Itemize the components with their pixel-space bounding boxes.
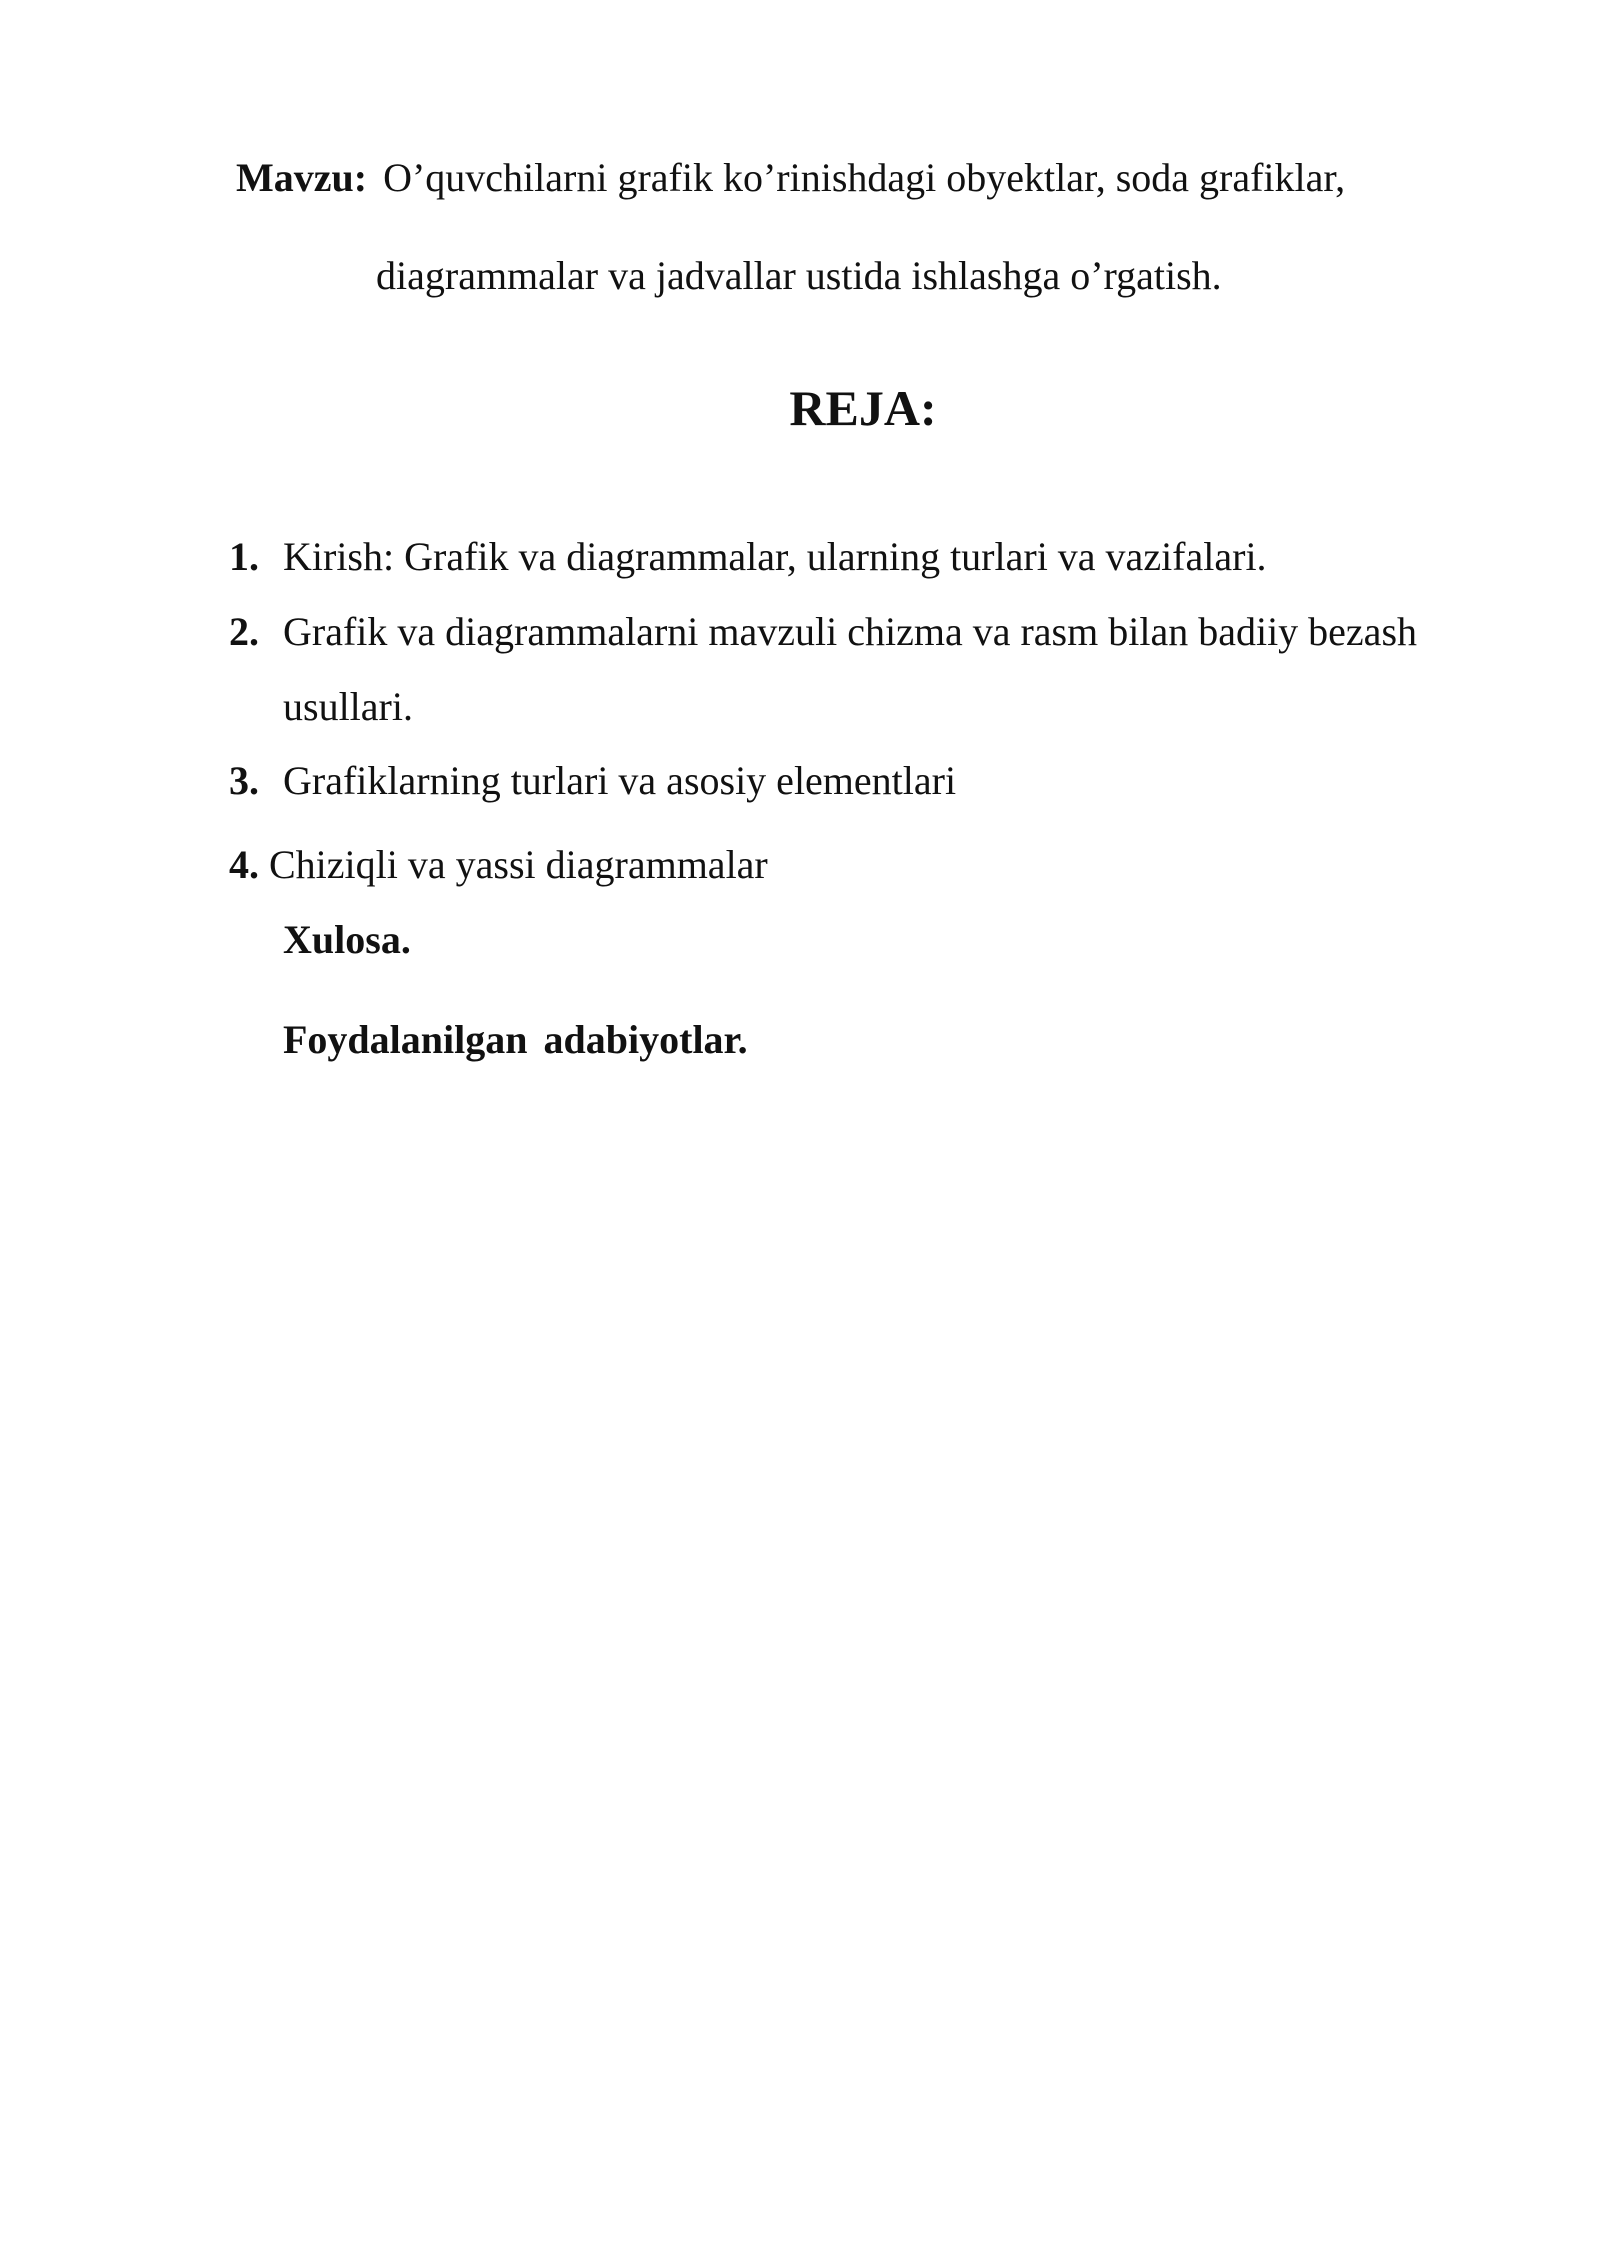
plan-item-text: Chiziqli va yassi diagrammalar <box>269 842 768 887</box>
plan-item-4 <box>229 842 768 887</box>
plan-item-number: 2. <box>229 609 259 654</box>
plan-item-text: Kirish: Grafik va diagrammalar, ularning turlari va vazifalari. <box>283 534 1267 579</box>
conclusion-heading: Xulosa. <box>283 917 411 962</box>
references-heading: Foydalanilgan adabiyotlar. <box>283 1017 748 1062</box>
topic-text-line-1: O’quvchilarni grafik ko’rinishdagi obyektlar, soda grafiklar, <box>383 155 1346 200</box>
plan-item-2 <box>229 609 1418 654</box>
topic-line-1 <box>236 155 1346 200</box>
plan-title: REJA: <box>789 380 937 436</box>
topic-label: Mavzu: <box>236 155 368 200</box>
plan-item-text: Grafiklarning turlari va asosiy elementlari <box>283 758 957 803</box>
plan-item-1 <box>229 534 1267 579</box>
plan-item-2-continuation: usullari. <box>283 684 413 729</box>
plan-item-number: 4. <box>229 842 259 887</box>
plan-item-3 <box>229 758 957 803</box>
plan-item-number: 3. <box>229 758 259 803</box>
topic-text-line-2: diagrammalar va jadvallar ustida ishlashga o’rgatish. <box>376 253 1222 298</box>
plan-item-text: Grafik va diagrammalarni mavzuli chizma va rasm bilan badiiy bezash <box>283 609 1418 654</box>
plan-item-number: 1. <box>229 534 259 579</box>
